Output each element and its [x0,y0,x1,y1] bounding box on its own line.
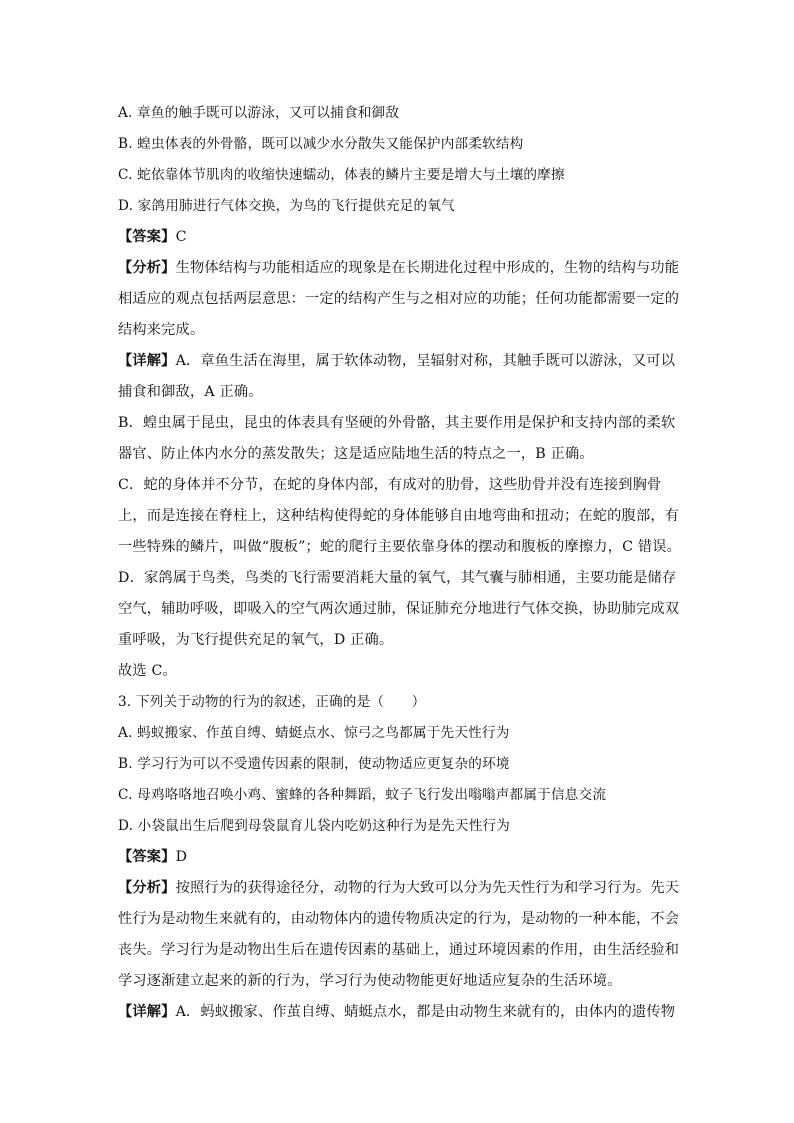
q2-answer [118,227,678,247]
detail-label: 【详解】 [118,353,176,369]
q2-option-d: D. 家鸽用肺进行气体交换，为鸟的飞行提供充足的氧气 [118,198,455,214]
q2-detail-line: 器官、防止体内水分的蒸发散失；这是适应陆地生活的特点之一，B 正确。 [118,446,594,462]
q3-analysis-line: 丧失。学习行为是动物出生后在遗传因素的基础上，通过环境因素的作用，由生活经验和 [118,942,680,958]
q2-detail-line: 重呼吸，为飞行提供充足的氧气，D 正确。 [118,632,394,648]
q2-analysis-line [118,258,678,278]
q2-conclusion: 故选 C。 [118,663,177,679]
answer-value: C [175,229,187,245]
q2-option-a: A. 章鱼的触手既可以游泳，又可以捕食和御敌 [118,105,400,121]
q3-option-c: C. 母鸡咯咯地召唤小鸡、蜜蜂的各种舞蹈，蚊子飞行发出嗡嗡声都属于信息交流 [118,787,607,803]
q3-analysis-line [118,878,678,898]
q2-detail-line: 捕食和御敌，A 正确。 [118,384,263,400]
answer-label: 【答案】 [118,229,176,245]
q3-option-a: A. 蚂蚁搬家、作茧自缚、蜻蜓点水、惊弓之鸟都属于先天性行为 [118,725,510,741]
analysis-label: 【分析】 [118,880,176,896]
q3-option-b: B. 学习行为可以不受遗传因素的限制，使动物适应更复杂的环境 [118,756,510,772]
q2-analysis-line: 相适应的观点包括两层意思：一定的结构产生与之相对应的功能；任何功能都需要一定的 [118,291,680,307]
q3-option-d: D. 小袋鼠出生后爬到母袋鼠育儿袋内吃奶这种行为是先天性行为 [118,818,511,834]
detail-label: 【详解】 [118,1004,176,1020]
q2-detail-line: B．蝗虫属于昆虫，昆虫的体表具有坚硬的外骨骼，其主要作用是保护和支持内部的柔软 [118,415,676,431]
analysis-text: 按照行为的获得途径分，动物的行为大致可以分为先天性行为和学习行为。先天 [175,880,680,896]
answer-label: 【答案】 [118,849,176,865]
q3-answer [118,847,678,867]
q2-detail-line: 上，而是连接在脊柱上，这种结构使得蛇的身体能够自由地弯曲和扭动；在蛇的腹部，有 [118,508,680,524]
q3-analysis-line: 学习逐渐建立起来的新的行为，学习行为使动物能更好地适应复杂的生活环境。 [118,973,622,989]
detail-text: A．章鱼生活在海里，属于软体动物，呈辐射对称，其触手既可以游泳，又可以 [175,353,676,369]
q3-analysis-line: 性行为是动物生来就有的，由动物体内的遗传物质决定的行为，是动物的一种本能，不会 [118,911,680,927]
q3-stem: 3. 下列关于动物的行为的叙述，正确的是（ ） [118,694,426,710]
detail-text: A．蚂蚁搬家、作茧自缚、蜻蜓点水，都是由动物生来就有的，由体内的遗传物 [175,1004,676,1020]
q2-option-c: C. 蛇依靠体节肌肉的收缩快速蠕动，体表的鳞片主要是增大与土壤的摩擦 [118,167,565,183]
q2-detail-line: C．蛇的身体并不分节，在蛇的身体内部，有成对的肋骨，这些肋骨并没有连接到胸骨 [118,477,662,493]
q2-detail-line [118,351,678,371]
q2-analysis-line: 结构来完成。 [118,322,205,338]
answer-value: D [175,849,188,865]
analysis-label: 【分析】 [118,260,176,276]
q2-detail-line: 一些特殊的鳞片，叫做“腹板”；蛇的爬行主要依靠身体的摆动和腹板的摩擦力，C 错误。 [118,539,682,555]
q2-detail-line: D．家鸽属于鸟类，鸟类的飞行需要消耗大量的氧气，其气囊与肺相通，主要功能是储存 [118,570,677,586]
q2-option-b: B. 蝗虫体表的外骨骼，既可以减少水分散失又能保护内部柔软结构 [118,136,524,152]
q2-detail-line: 空气，辅助呼吸，即吸入的空气两次通过肺，保证肺充分地进行气体交换，协助肺完成双 [118,601,680,617]
q3-detail-line [118,1002,678,1022]
analysis-text: 生物体结构与功能相适应的现象是在长期进化过程中形成的，生物的结构与功能 [175,260,680,276]
